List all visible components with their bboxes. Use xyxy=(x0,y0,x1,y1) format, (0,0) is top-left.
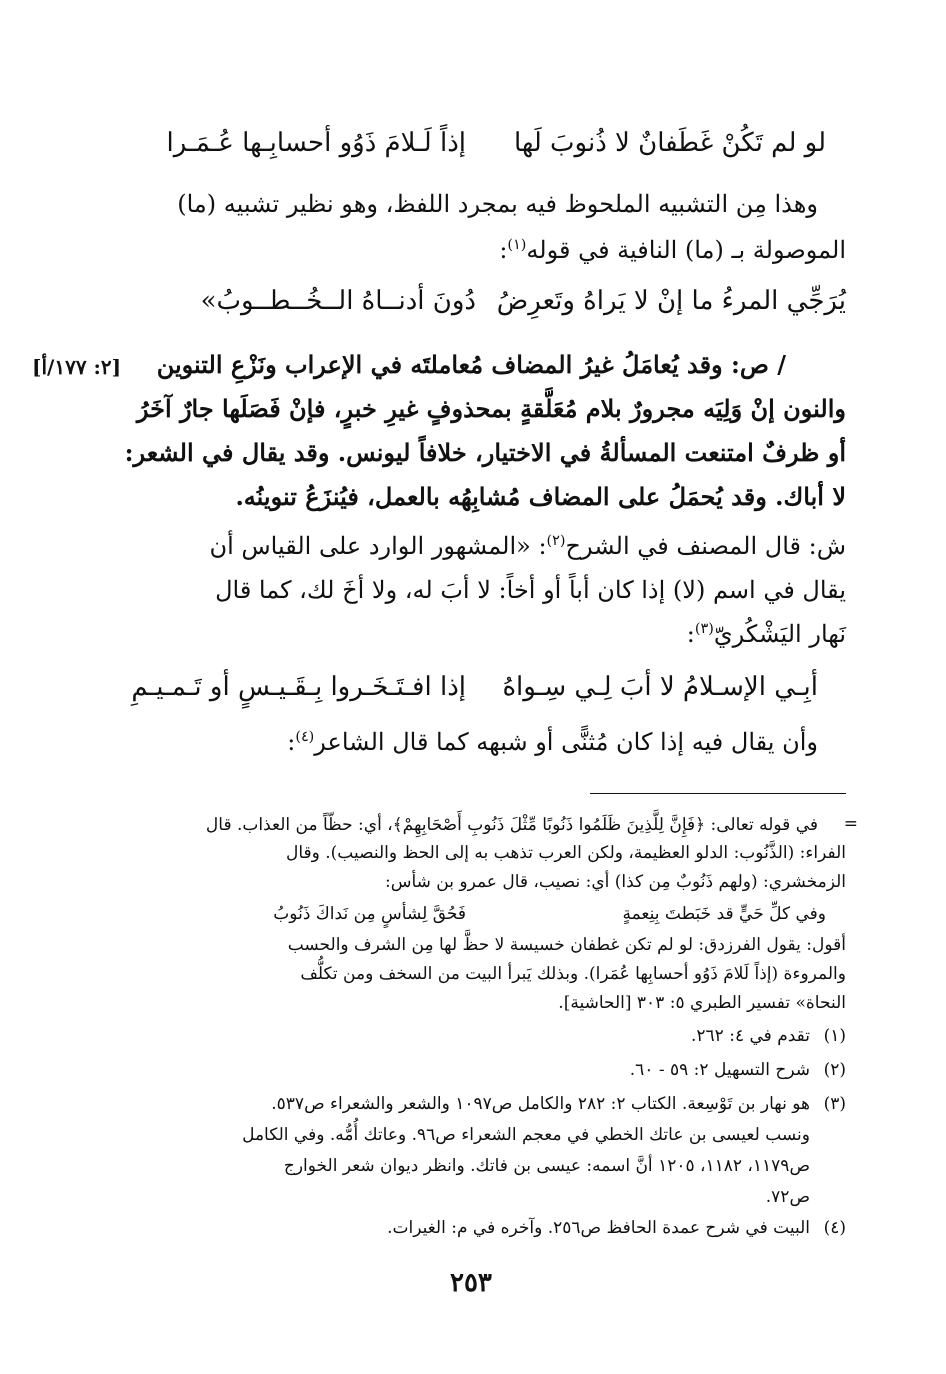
para1-line2 xyxy=(499,236,846,264)
verse-3-second-hemistich: إذا افـتَـخَـروا بِـقَـيـسٍ أو تَـمـيـمِ xyxy=(131,672,466,702)
footnote-ref-4: (٤) xyxy=(295,729,315,745)
manuscript-margin-ref: [٢: ١٧٧/أ] xyxy=(32,355,122,379)
footnote-ref-1: (١) xyxy=(507,237,527,253)
matn-line1: / ص: وقد يُعامَلُ غيرُ المضاف مُعاملتَه في الإعراب ونَزْعِ التنوين xyxy=(156,350,786,379)
sharh-line4-b: : xyxy=(287,728,296,756)
footnote-3-line1: هو نهار بن تَوْسِعة. الكتاب ٢: ٢٨٢ والكامل ص١٠٩٧ والشعر والشعراء ص٥٣٧. xyxy=(271,1094,810,1114)
sharh-line4 xyxy=(287,728,818,756)
footnote-continuation-marker: = xyxy=(843,814,858,834)
para1-line1: وهذا مِن التشبيه الملحوظ فيه بمجرد اللفظ، وهو نظير تشبيه (ما) xyxy=(177,190,818,218)
footnote-3-line3: ص١١٧٩، ١١٨٢، ١٢٠٥ أنَّ اسمه: عيسى بن فاتك. وانظر ديوان شعر الخوارج xyxy=(283,1156,810,1176)
sharh-line1-a: ش: قال المصنف في الشرح xyxy=(565,532,846,560)
sharh-line3 xyxy=(687,620,846,648)
footnote-cont-line2: الفراء: (الذَّنُوب: الدلو العظيمة، ولكن العرب تذهب به إلى الحظ والنصيب). وقال xyxy=(285,843,846,863)
footnote-4-number: (٤) xyxy=(823,1218,846,1238)
footnote-3-number: (٣) xyxy=(823,1094,846,1114)
footnote-cont-line3: الزمخشري: (ولهم ذَنُوبٌ مِن كذا) أي: نصيب، قال عمرو بن شأس: xyxy=(385,872,846,892)
sharh-line1 xyxy=(209,532,846,560)
sharh-line1-b: : «المشهور الوارد على القياس أن xyxy=(209,532,547,560)
matn-line4: لا أباك. وقد يُحمَلُ على المضاف مُشابِهُه بالعمل، فيُنزَعُ تنوينُه. xyxy=(235,482,846,511)
verse-3-first-hemistich: أبِـي الإسـلامُ لا أبَ لِـي سِـواهُ xyxy=(502,672,818,702)
verse-1-first-hemistich: لو لم تَكُنْ غَطَفانٌ لا ذُنوبَ لَها xyxy=(513,128,826,158)
footnote-3-line2: ونسب لعيسى بن عاتك الخطي في معجم الشعراء ص٩٦. وعاتك أُمُّه. وفي الكامل xyxy=(242,1125,810,1145)
footnote-3-line4: ص٧٢. xyxy=(765,1187,810,1207)
footnote-ref-3: (٣) xyxy=(694,621,714,637)
matn-line2: والنون إنْ وَلِيَه مجرورٌ بلام مُعَلَّقةٍ بمحذوفٍ غيرِ خبرٍ، فإنْ فَصَلَها جارٌ آخَرُ xyxy=(136,394,846,423)
footnote-1-number: (١) xyxy=(823,1026,846,1046)
footnote-1-text: تقدم في ٤: ٢٦٢. xyxy=(691,1026,810,1046)
verse-2-first-hemistich: يُرَجِّي المرءُ ما إنْ لا يَراهُ وتَعرِضُ xyxy=(496,286,846,316)
footnote-cont-line5: والمروءة (إذاً لَلامَ ذَوُو أحسابِها عُمَرا). وبذلك يَبرأ البيت من السخف ومن تكلُّف xyxy=(300,964,846,984)
verse-1-second-hemistich: إذاً لَـلامَ ذَوُو أحسابِـها عُـمَـرا xyxy=(166,128,466,158)
footnote-cont-line1: في قوله تعالى: ﴿فَإِنَّ لِلَّذِينَ ظَلَمُوا ذَنُوبًا مِّثْلَ ذَنُوبِ أَصْحَابِهِمْ﴾، أي: حظّاً من العذاب. قال xyxy=(205,815,818,835)
sharh-line4-a: وأن يقال فيه إذا كان مُثنًّى أو شبهه كما قال الشاعر xyxy=(314,728,818,756)
footnote-cont-line6: النحاة» تفسير الطبري ٥: ٣٠٣ [الحاشية]. xyxy=(558,993,846,1013)
page-number: ٢٥٣ xyxy=(450,1268,492,1298)
footnote-2-number: (٢) xyxy=(823,1060,846,1080)
verse-2-second-hemistich: دُونَ أدنــاهُ الــخُــطــوبُ» xyxy=(200,286,476,316)
footnote-ref-2: (٢) xyxy=(546,533,566,549)
footnote-4-text: البيت في شرح عمدة الحافظ ص٢٥٦. وآخره في م: الغيرات. xyxy=(387,1218,810,1238)
matn-line3: أو ظرفٌ امتنعت المسألةُ في الاختيار، خلافاً ليونس. وقد يقال في الشعر: xyxy=(124,438,846,467)
footnote-verse-second-hemistich: فَحُقَّ لِشأسٍ مِن نَداكَ ذَنُوبُ xyxy=(273,904,466,924)
sharh-line2: يقال في اسم (لا) إذا كان أباً أو أخاً: لا أبَ له، ولا أخَ لك، كما قال xyxy=(215,576,846,604)
para1-line2-text: الموصولة بـ (ما) النافية في قوله xyxy=(526,236,846,264)
sharh-line3-b: : xyxy=(686,620,695,648)
footnote-verse-first-hemistich: وفي كلِّ حَيٍّ قد خَبَطتَ بِنِعمةٍ xyxy=(622,904,826,924)
footnote-separator xyxy=(590,793,846,794)
footnote-cont-line4: أقول: يقول الفرزدق: لو لم تكن غطفان خسيسة لا حظَّ لها مِن الشرف والحسب xyxy=(287,935,846,955)
para1-line2-end: : xyxy=(499,236,508,264)
sharh-line3-a: نَهار اليَشْكُريّ xyxy=(713,620,846,648)
footnote-2-text: شرح التسهيل ٢: ٥٩ - ٦٠. xyxy=(629,1060,810,1080)
